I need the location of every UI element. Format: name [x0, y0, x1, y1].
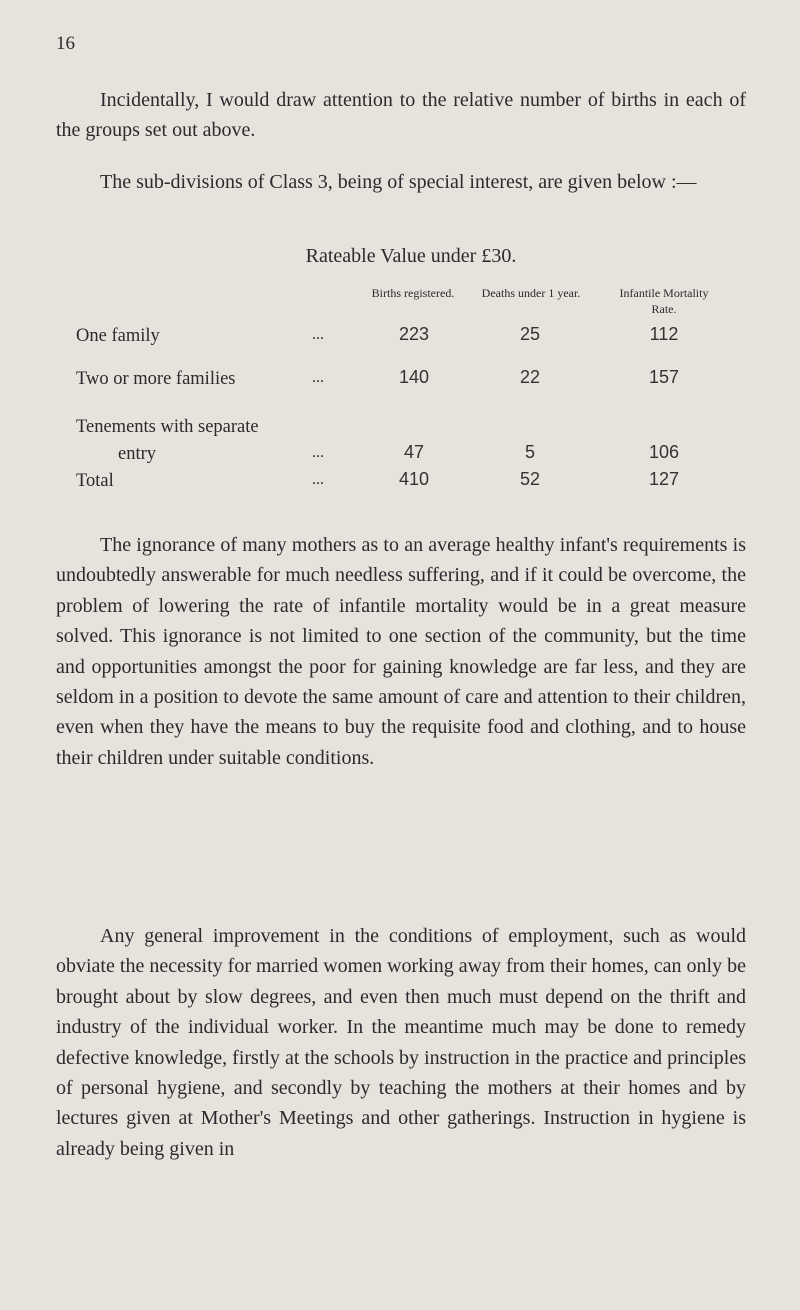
column-header-births: Births registered.: [371, 286, 455, 300]
row-label: Two or more families: [76, 369, 236, 389]
cell-rate: 106: [648, 442, 680, 462]
column-header-deaths: Deaths under 1 year.: [481, 286, 581, 300]
page-number: 16: [56, 33, 75, 54]
paragraph-ignorance-text: The ignorance of many mothers as to an average healthy infant's requirements is undoubtedly answerable for much needless suffering, and if it could be overcome, the problem of lowering the rate of infantile mortality would be in a great measure solved. This ignorance is not limited to one section of the community, but the time and opportunities amongst the poor for gaining knowledge are far less, and they are seldom in a position to devote the same amount of care and attention to their children, even when they have the means to buy the requisite food and clothing, and to house their children under suitable conditions.: [56, 534, 746, 769]
cell-births: 223: [398, 324, 430, 344]
cell-births: 410: [398, 469, 430, 489]
leader-dots: ...: [312, 444, 324, 461]
row-label: One family: [76, 326, 160, 346]
cell-deaths: 25: [519, 324, 541, 344]
paragraph-incidentally-text: Incidentally, I would draw attention to the relative number of births in each of the groups set out above.: [56, 89, 746, 142]
cell-deaths: 22: [519, 367, 541, 387]
row-label: Tenements with separate: [76, 417, 259, 437]
paragraph-improvement: [56, 921, 746, 1164]
leader-dots: ...: [312, 369, 324, 386]
leader-dots: ...: [312, 471, 324, 488]
cell-rate: 127: [648, 469, 680, 489]
paragraph-subdivisions: [56, 167, 746, 197]
paragraph-incidentally: [56, 85, 746, 146]
paragraph-subdivisions-text: The sub-divisions of Class 3, being of special interest, are given below :—: [100, 171, 697, 193]
cell-deaths: 52: [519, 469, 541, 489]
paragraph-ignorance: [56, 530, 746, 773]
column-header-rate: Infantile Mortality Rate.: [619, 286, 709, 316]
cell-deaths: 5: [524, 442, 535, 462]
row-label: Total: [76, 471, 114, 491]
cell-births: 140: [398, 367, 430, 387]
paragraph-improvement-text: Any general improvement in the conditions of employment, such as would obviate the necessity for married women working away from their homes, can only be brought about by slow degrees, and even then much must depend on the thrift and industry of the individual worker. In the meantime much may be done to remedy defective knowledge, firstly at the schools by instruction in the practice and principles of personal hygiene, and secondly by teaching the mothers at their homes and by lectures given at Mother's Meetings and other gatherings. Instruction in hygiene is already being given in: [56, 925, 746, 1160]
table-title: [0, 245, 800, 268]
cell-rate: 112: [649, 324, 679, 344]
cell-rate: 157: [648, 367, 680, 387]
row-label-continuation: entry: [118, 444, 157, 464]
leader-dots: ...: [312, 326, 324, 343]
cell-births: 47: [403, 442, 425, 462]
table-title-text: Rateable Value under £30.: [305, 245, 517, 267]
